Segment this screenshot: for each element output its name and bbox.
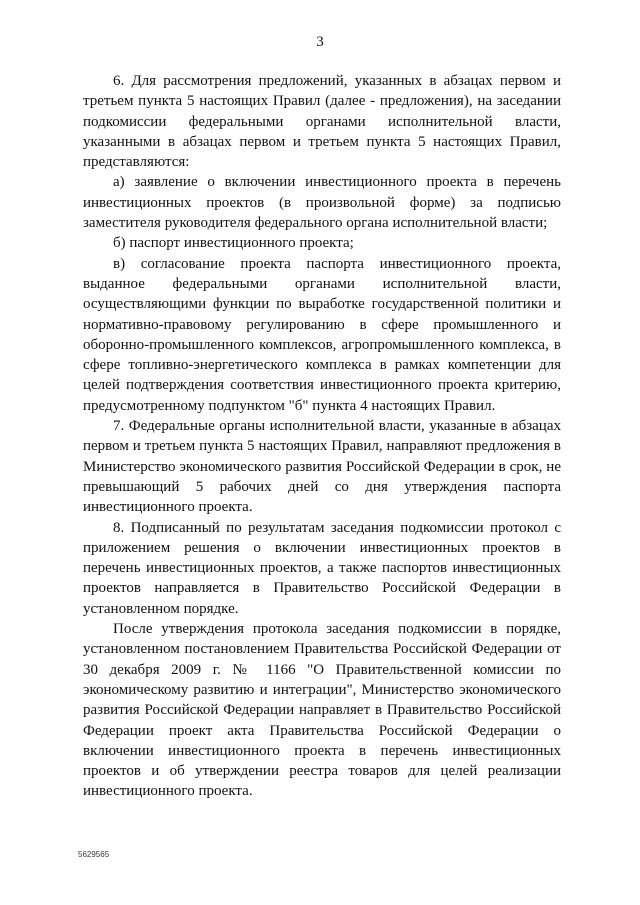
paragraph-8: 8. Подписанный по результатам заседания подкомиссии протокол с приложением решения о включении инвестиционных проектов в перечень инвестиционных проектов, а также паспортов инвестиционных проектов направляется в Правительство Российской Федерации в установленном порядке. (83, 519, 561, 617)
document-body (83, 71, 561, 802)
paragraph-6a: а) заявление о включении инвестиционного проекта в перечень инвестиционных проектов (в произвольной форме) за подписью заместителя руководителя федерального органа исполнительной власти; (83, 174, 561, 232)
document-code: 5629565 (78, 850, 110, 859)
paragraph-8-continuation: После утверждения протокола заседания подкомиссии в порядке, установленном постановлением Правительства Российской Федерации от 30 декабря 2009 г. № 1166 "О Правительственной комиссии по экономическому развитию и интеграции", Министерство экономического развития Российской Федерации направляет в Правительство Российской Федерации проект акта Правительства Российской Федерации о включении инвестиционного проекта в перечень инвестиционных проектов и об утверждении реестра товаров для целей реализации инвестиционного проекта. (83, 621, 561, 800)
paragraph-6b: б) паспорт инвестиционного проекта; (113, 235, 354, 252)
page-number: 3 (316, 34, 324, 50)
paragraph-7: 7. Федеральные органы исполнительной власти, указанные в абзацах первом и третьем пункта 5 настоящих Правил, направляют предложения в Министерство экономического развития Российской Федерации в срок, не превышающий 5 рабочих дней со дня утверждения паспорта инвестиционного проекта. (83, 418, 561, 516)
paragraph-6v: в) согласование проекта паспорта инвестиционного проекта, выданное федеральными органами исполнительной власти, осуществляющими функции по выработке государственной политики и нормативно-правовому регулированию в сфере промышленного и оборонно-промышленного комплексов, агропромышленного комплекса, в сфере топливно-энергетического комплекса в рамках компетенции для целей подтверждения соответствия инвестиционного проекта критерию, предусмотренному подпунктом "б" пункта 4 настоящих Правил. (83, 255, 561, 414)
paragraph-6: 6. Для рассмотрения предложений, указанных в абзацах первом и третьем пункта 5 настоящих Правил (далее - предложения), на заседании подкомиссии федеральными органами исполнительной власти, указанными в абзацах первом и третьем пункта 5 настоящих Правил, представляются: (83, 73, 561, 171)
